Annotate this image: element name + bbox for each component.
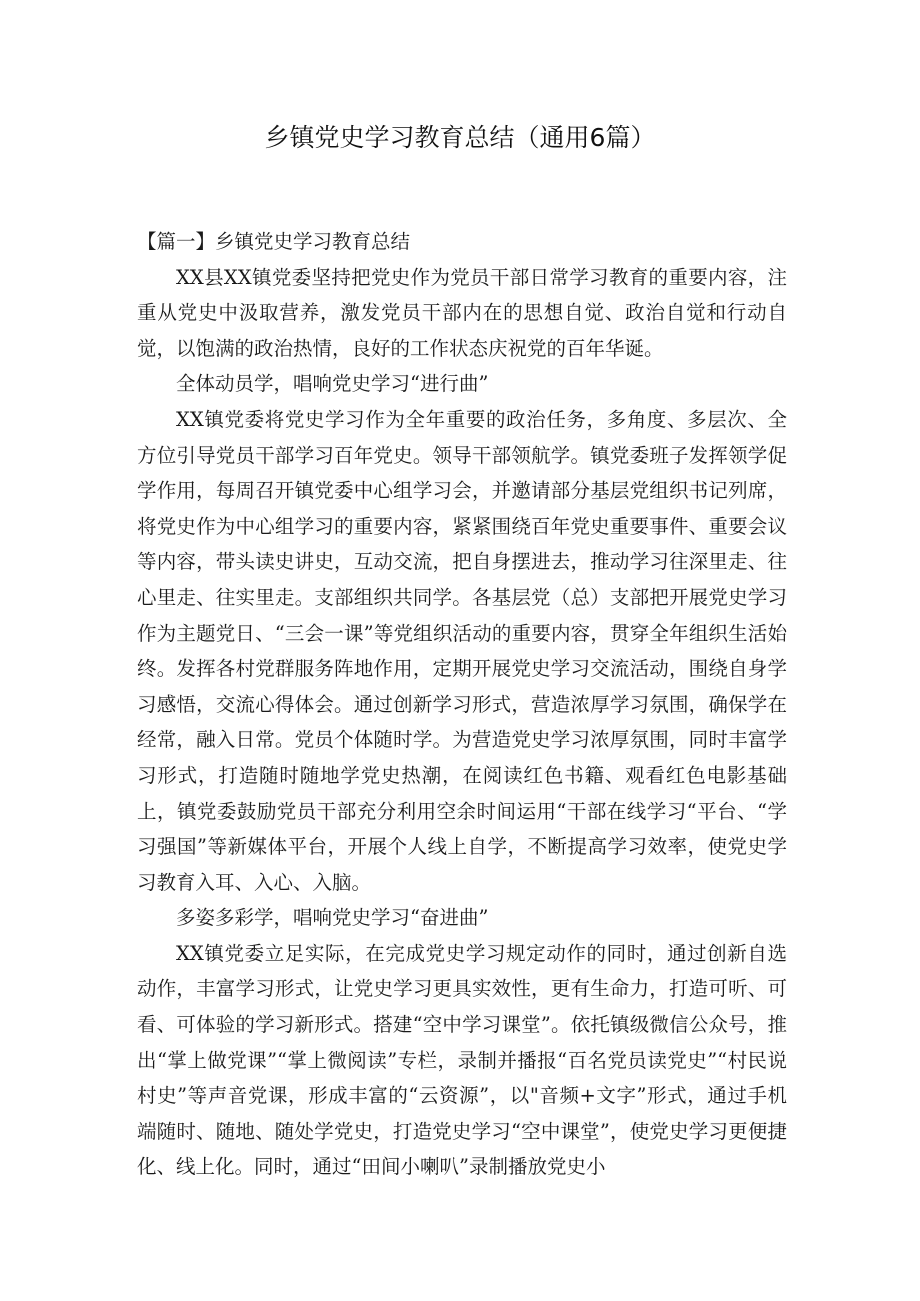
paragraph-1: XX镇党委将党史学习作为全年重要的政治任务，多角度、多层次、全方位引导党员干部学习百年党史。领导干部领航学。镇党委班子发挥领学促学作用，每周召开镇党委中心组学习会，并邀请部分基层党组织书记列席，将党史作为中心组学习的重要内容，紧紧围绕百年党史重要事件、重要会议等内容，带头读史讲史，互动交流，把自身摆进去，推动学习往深里走、往心里走、往实里走。支部组织共同学。各基层党（总）支部把开展党史学习作为主题党日、“三会一课”等党组织活动的重要内容，贯穿全年组织生活始终。发挥各村党群服务阵地作用，定期开展党史学习交流活动，围绕自身学习感悟，交流心得体会。通过创新学习形式，营造浓厚学习氛围，确保学在经常，融入日常。党员个体随时学。为营造党史学习浓厚氛围，同时丰富学习形式，打造随时随地学党史热潮，在阅读红色书籍、观看红色电影基础上，镇党委鼓励党员干部充分利用空余时间运用“干部在线学习“平台、“学习强国”等新媒体平台，开展个人线上自学，不断提高学习效率，使党史学习教育入耳、入心、入脑。 (137, 407, 787, 894)
subheading-1: 全体动员学，唱响党史学习“进行曲” (176, 372, 489, 396)
document-body (137, 224, 787, 1185)
document-title: 乡镇党史学习教育总结（通用6篇） (264, 123, 656, 152)
paragraph-intro: XX县XX镇党委坚持把党史作为党员干部日常学习教育的重要内容，注重从党史中汲取营养，激发党员干部内在的思想自觉、政治自觉和行动自觉，以饱满的政治热情，良好的工作状态庆祝党的百年华诞。 (137, 265, 787, 360)
section-heading: 【篇一】乡镇党史学习教育总结 (137, 230, 411, 253)
subheading-2: 多姿多彩学，唱响党史学习“奋进曲” (176, 906, 489, 930)
paragraph-2: XX镇党委立足实际，在完成党史学习规定动作的同时，通过创新自选动作，丰富学习形式，让党史学习更具实效性，更有生命力，打造可听、可看、可体验的学习新形式。搭建“空中学习课堂”。依托镇级微信公众号，推出“掌上做党课”“掌上微阅读”专栏，录制并播报“百名党员读党史”“村民说村史”等声音党课，形成丰富的“云资源”，以"音频+文字”形式，通过手机端随时、随地、随处学党史，打造党史学习“空中课堂”，使党史学习更便捷化、线上化。同时，通过“田间小喇叭”录制播放党史小 (137, 941, 787, 1179)
